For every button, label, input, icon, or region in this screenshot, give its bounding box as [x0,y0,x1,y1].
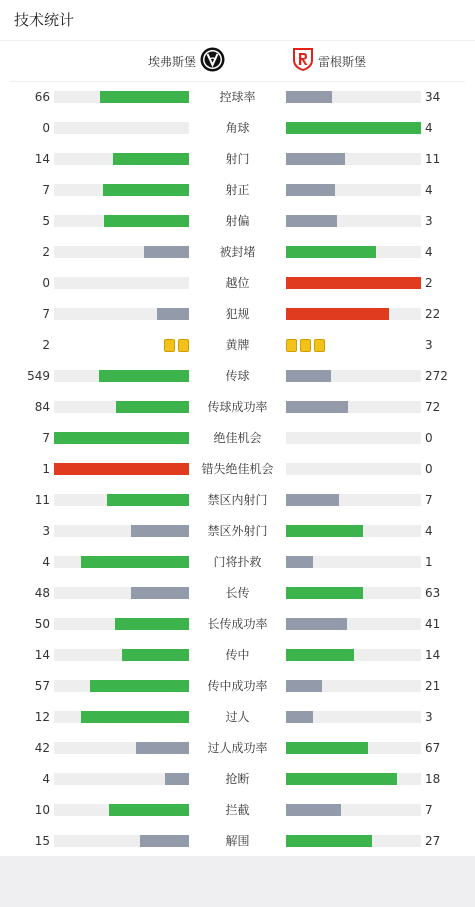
home-stat-bar [54,432,189,444]
stat-label: 绝佳机会 [213,431,262,445]
home-stat-bar-fill [109,804,189,816]
away-stat-bar-fill [286,649,354,661]
home-stat-bar [54,711,189,723]
stat-label: 传中成功率 [207,679,268,693]
stat-row [0,516,475,547]
away-stat-value: 63 [425,586,441,600]
away-stat-bar-fill [286,711,313,723]
stat-row [0,113,475,144]
stat-row [0,578,475,609]
away-stat-bar [286,649,421,661]
stat-label: 拦截 [225,803,250,817]
away-stat-bar [286,432,421,444]
stat-row [0,206,475,237]
stat-row [0,547,475,578]
away-stat-value: 2 [425,276,433,290]
stat-row [0,485,475,516]
home-stat-value: 10 [34,803,50,817]
stat-row [0,454,475,485]
home-stat-bar [54,370,189,382]
away-stat-value: 4 [425,245,433,259]
away-stat-bar [286,525,421,537]
away-stat-bar-fill [286,122,421,134]
away-stat-value: 3 [425,338,433,352]
home-stat-bar [54,618,189,630]
stat-row [0,671,475,702]
home-stat-value: 0 [42,121,50,135]
away-stat-bar [286,370,421,382]
stat-row [0,175,475,206]
home-stat-value: 7 [42,431,50,445]
teams-header [10,41,465,82]
stat-row [0,795,475,826]
home-stat-bar [54,742,189,754]
home-stat-bar-fill [165,773,189,785]
stat-label: 传球 [225,369,250,383]
away-stat-bar-fill [286,153,345,165]
away-stat-value: 67 [425,741,441,755]
stat-row [0,82,475,113]
home-stat-bar-fill [157,308,189,320]
home-stat-bar-fill [131,587,189,599]
stat-label: 抢断 [225,772,250,786]
away-stat-value: 18 [425,772,441,786]
away-stat-value: 0 [425,431,433,445]
stat-label: 控球率 [219,90,256,104]
stat-label: 长传 [225,586,250,600]
stat-label: 错失绝佳机会 [201,462,274,476]
stat-label: 黄牌 [225,338,250,352]
home-stat-bar-fill [107,494,189,506]
stat-label: 解围 [225,834,250,848]
home-stat-bar-fill [103,184,189,196]
stat-label: 禁区内射门 [207,493,268,507]
away-stat-value: 4 [425,183,433,197]
home-stat-bar [54,556,189,568]
yellow-card-icon [286,339,297,352]
home-team[interactable] [148,41,225,81]
home-stat-bar [54,122,189,134]
home-stat-value: 3 [42,524,50,538]
home-stat-bar-fill [115,618,189,630]
home-stat-bar-fill [99,370,189,382]
home-stat-value: 2 [42,338,50,352]
yellow-card-icon [164,339,175,352]
stat-label: 传球成功率 [207,400,268,414]
home-stat-value: 48 [34,586,50,600]
away-stat-bar [286,153,421,165]
yellow-card-icon [314,339,325,352]
home-stat-bar-fill [131,525,189,537]
home-stat-bar [54,804,189,816]
home-stat-bar [54,463,189,475]
stat-label: 禁区外射门 [207,524,268,538]
away-stat-value: 14 [425,648,441,662]
away-stat-bar [286,308,421,320]
stat-row [0,237,475,268]
away-stat-bar [286,122,421,134]
home-stat-value: 0 [42,276,50,290]
home-stat-value: 84 [34,400,50,414]
away-stat-value: 27 [425,834,441,848]
away-stat-bar-fill [286,835,372,847]
home-stat-value: 66 [34,90,50,104]
away-stat-bar [286,401,421,413]
home-stat-value: 12 [34,710,50,724]
stat-label: 射门 [225,152,250,166]
away-stat-bar-fill [286,556,313,568]
away-stat-value: 3 [425,710,433,724]
away-stat-value: 1 [425,555,433,569]
away-stat-bar-fill [286,277,421,289]
away-stat-value: 4 [425,121,433,135]
home-stat-bar-fill [54,432,189,444]
away-stat-bar-fill [286,308,389,320]
home-stat-bar [54,153,189,165]
away-stat-value: 7 [425,803,433,817]
home-stat-value: 15 [34,834,50,848]
away-stat-bar [286,711,421,723]
away-stat-bar [286,556,421,568]
stat-label: 犯规 [225,307,250,321]
home-stat-bar [54,401,189,413]
away-stat-value: 0 [425,462,433,476]
away-stat-bar-fill [286,215,337,227]
stat-row [0,392,475,423]
away-stat-bar [286,618,421,630]
stat-row [0,764,475,795]
home-stat-bar [54,680,189,692]
home-stat-value: 7 [42,183,50,197]
home-stat-bar-fill [122,649,190,661]
away-stat-bar [286,246,421,258]
stat-label: 被封堵 [219,245,256,259]
away-stat-bar-fill [286,804,341,816]
away-stat-bar-fill [286,494,339,506]
away-stat-value: 7 [425,493,433,507]
stat-row [0,640,475,671]
home-stat-value: 57 [34,679,50,693]
yellow-card-icon [300,339,311,352]
away-stat-bar [286,463,421,475]
home-stat-bar-fill [100,91,189,103]
elversberg-crest-icon [200,47,225,75]
stat-row [0,609,475,640]
home-stat-value: 11 [34,493,50,507]
yellow-card-icon [178,339,189,352]
stat-row [0,826,475,857]
home-team-name: 埃弗斯堡 [147,54,196,69]
away-stat-bar-fill [286,773,397,785]
away-team-name: 雷根斯堡 [318,54,367,69]
stat-label: 过人成功率 [207,741,268,755]
home-stat-bar-fill [54,463,189,475]
away-stat-bar-fill [286,184,335,196]
stat-row [0,330,475,361]
home-stat-bar-fill [116,401,189,413]
away-stat-bar [286,184,421,196]
stat-label: 长传成功率 [207,617,268,631]
away-stat-value: 3 [425,214,433,228]
stat-row [0,299,475,330]
away-stat-bar [286,742,421,754]
stat-label: 射偏 [225,214,250,228]
stat-row [0,361,475,392]
stat-row [0,423,475,454]
away-stat-bar-fill [286,525,363,537]
home-stat-bar [54,525,189,537]
home-stat-bar [54,587,189,599]
away-stat-bar [286,494,421,506]
away-stat-bar-fill [286,587,363,599]
stat-row [0,733,475,764]
home-stat-value: 7 [42,307,50,321]
away-yellow-cards [286,339,325,352]
home-stat-bar [54,184,189,196]
away-stat-value: 72 [425,400,441,414]
home-stat-bar-fill [136,742,189,754]
home-stat-bar [54,246,189,258]
stats-list [0,82,475,857]
away-stat-bar [286,835,421,847]
away-stat-bar [286,91,421,103]
home-stat-value: 5 [42,214,50,228]
stat-label: 门将扑救 [213,555,262,569]
home-yellow-cards [164,339,189,352]
stat-label: 越位 [225,276,250,290]
stat-label: 射正 [225,183,250,197]
away-stat-bar-fill [286,680,322,692]
away-stat-bar [286,587,421,599]
home-stat-bar-fill [140,835,189,847]
home-stat-bar [54,649,189,661]
home-stat-bar-fill [81,556,189,568]
away-stat-value: 41 [425,617,441,631]
away-stat-bar-fill [286,618,347,630]
stat-label: 角球 [225,121,250,135]
regensburg-crest-icon [292,47,314,75]
away-stat-value: 4 [425,524,433,538]
home-stat-value: 1 [42,462,50,476]
stat-label: 传中 [225,648,250,662]
home-stat-value: 549 [27,369,50,383]
away-stat-value: 11 [425,152,441,166]
home-stat-value: 2 [42,245,50,259]
home-stat-value: 4 [42,772,50,786]
home-stat-value: 50 [34,617,50,631]
away-stat-value: 22 [425,307,441,321]
home-stat-bar [54,835,189,847]
away-stat-value: 272 [425,369,448,383]
away-stat-bar-fill [286,742,368,754]
home-stat-bar [54,308,189,320]
stat-row [0,268,475,299]
stat-row [0,702,475,733]
home-stat-bar-fill [144,246,189,258]
home-stat-bar [54,215,189,227]
away-stat-bar-fill [286,401,348,413]
home-stat-value: 42 [34,741,50,755]
home-stat-bar-fill [81,711,189,723]
stat-row [0,144,475,175]
home-stat-bar [54,277,189,289]
away-stat-bar [286,773,421,785]
stat-label: 过人 [225,710,250,724]
page-title: 技术统计 [0,0,475,41]
away-stat-value: 34 [425,90,441,104]
away-team[interactable] [292,41,366,81]
away-stat-bar [286,277,421,289]
home-stat-bar-fill [104,215,189,227]
home-stat-value: 14 [34,152,50,166]
away-stat-bar-fill [286,246,376,258]
away-stat-bar-fill [286,91,332,103]
home-stat-bar [54,91,189,103]
away-stat-bar [286,680,421,692]
home-stat-value: 14 [34,648,50,662]
home-stat-bar-fill [90,680,189,692]
away-stat-bar-fill [286,370,331,382]
home-stat-bar [54,494,189,506]
home-stat-bar [54,773,189,785]
home-stat-value: 4 [42,555,50,569]
away-stat-value: 21 [425,679,441,693]
away-stat-bar [286,804,421,816]
away-stat-bar [286,215,421,227]
home-stat-bar-fill [113,153,189,165]
